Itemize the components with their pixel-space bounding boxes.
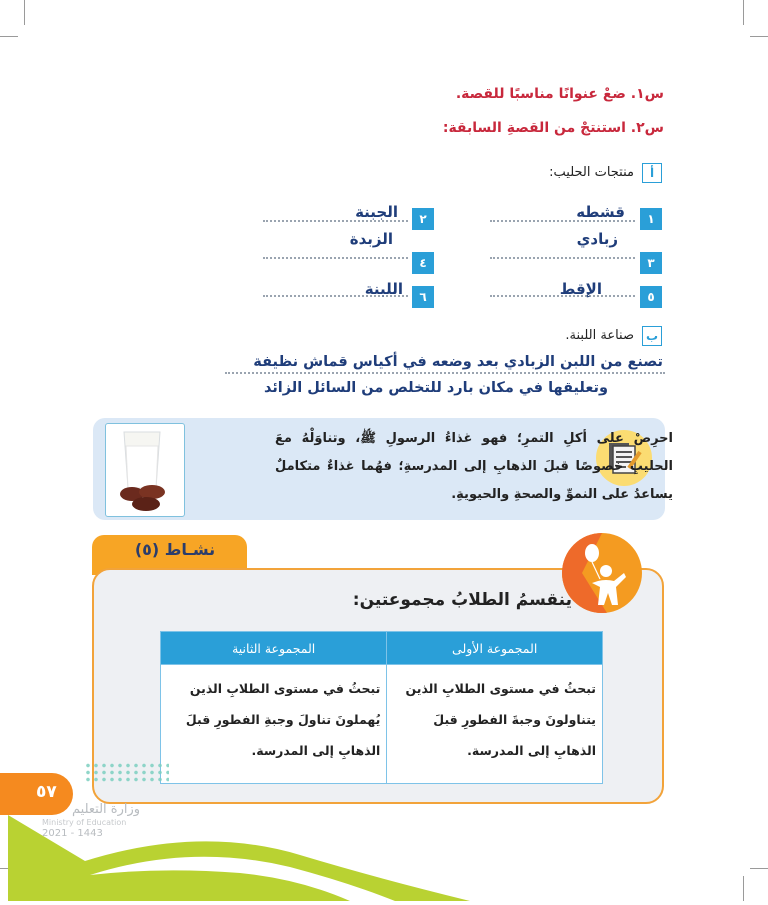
answer-line (490, 255, 635, 259)
item-number: ٣ (640, 252, 662, 274)
groups-table (160, 631, 603, 784)
item-number: ١ (640, 208, 662, 230)
table-cell-group-2: تبحثُ في مستوى الطلابِ الذين يُهملونَ تناولَ وجبةِ الفطورِ قبلَ الذهابِ إلى المدرسة. (161, 665, 387, 784)
ministry-name-ar: وزارة التعليم (72, 802, 141, 817)
item-number: ٢ (412, 208, 434, 230)
item-number: ٦ (412, 286, 434, 308)
crop-mark (743, 0, 744, 25)
crop-mark (0, 36, 18, 37)
answer-text[interactable]: الإقط (559, 280, 602, 298)
answer-line (263, 255, 408, 259)
edition-year: 2021 - 1443 (42, 828, 103, 839)
table-header-group-1: المجموعة الأولى (387, 632, 603, 665)
section-a-letter: أ (642, 163, 662, 183)
activity-title: نشـاط (٥) (134, 540, 216, 559)
crop-mark (750, 868, 768, 869)
tip-text: احرِصْ على أكلِ التمرِ؛ فهو غذاءُ الرسولِ ﷺ، وتناوَلْهُ معَ الحليبِ خصوصًا قبلَ الذهابِ إلى المدرسةِ؛ فهُما غذاءٌ متكاملٌ يساعدُ على النموِّ والصحةِ والحيويةِ. (275, 431, 673, 502)
section-a-label: منتجات الحليب: (549, 165, 634, 180)
activity-heading: ينقسمُ الطلابُ مجموعتين: (352, 590, 572, 610)
crop-mark (750, 36, 768, 37)
item-number: ٤ (412, 252, 434, 274)
page-number: ٥٧ (36, 782, 57, 802)
answer-text[interactable]: الزبدة (349, 230, 393, 248)
answer-text[interactable]: الجبنة (355, 203, 398, 221)
section-b-letter: ب (642, 326, 662, 346)
section-b-label: صناعة اللبنة. (565, 328, 634, 343)
question-1: س١. ضعْ عنوانًا مناسبًا للقصة. (455, 86, 664, 102)
answer-text[interactable]: اللبنة (364, 280, 403, 298)
answer-paragraph-line[interactable]: وتعليقها في مكان بارد للتخلص من السائل الزائد (263, 380, 608, 396)
ministry-name-en: Ministry of Education (42, 818, 127, 827)
answer-text[interactable]: زبادي (576, 230, 618, 248)
crop-mark (24, 0, 25, 25)
answer-line (225, 370, 665, 374)
child-with-balloon-icon (562, 533, 642, 613)
item-number: ٥ (640, 286, 662, 308)
table-header-group-2: المجموعة الثانية (161, 632, 387, 665)
question-2: س٢. استنتجْ من القصةِ السابقة: (442, 120, 664, 136)
answer-paragraph-line[interactable]: تصنع من اللبن الزبادي بعد وضعه في أكياس قماش نظيفة (253, 354, 663, 370)
milk-and-dates-image (105, 423, 185, 517)
answer-text[interactable]: قشطه (576, 203, 625, 221)
ministry-logo-dots (84, 762, 169, 784)
crop-mark (743, 876, 744, 901)
table-cell-group-1: تبحثُ في مستوى الطلابِ الذين يتناولونَ وجبةَ الفطورِ قبلَ الذهابِ إلى المدرسة. (387, 665, 603, 784)
